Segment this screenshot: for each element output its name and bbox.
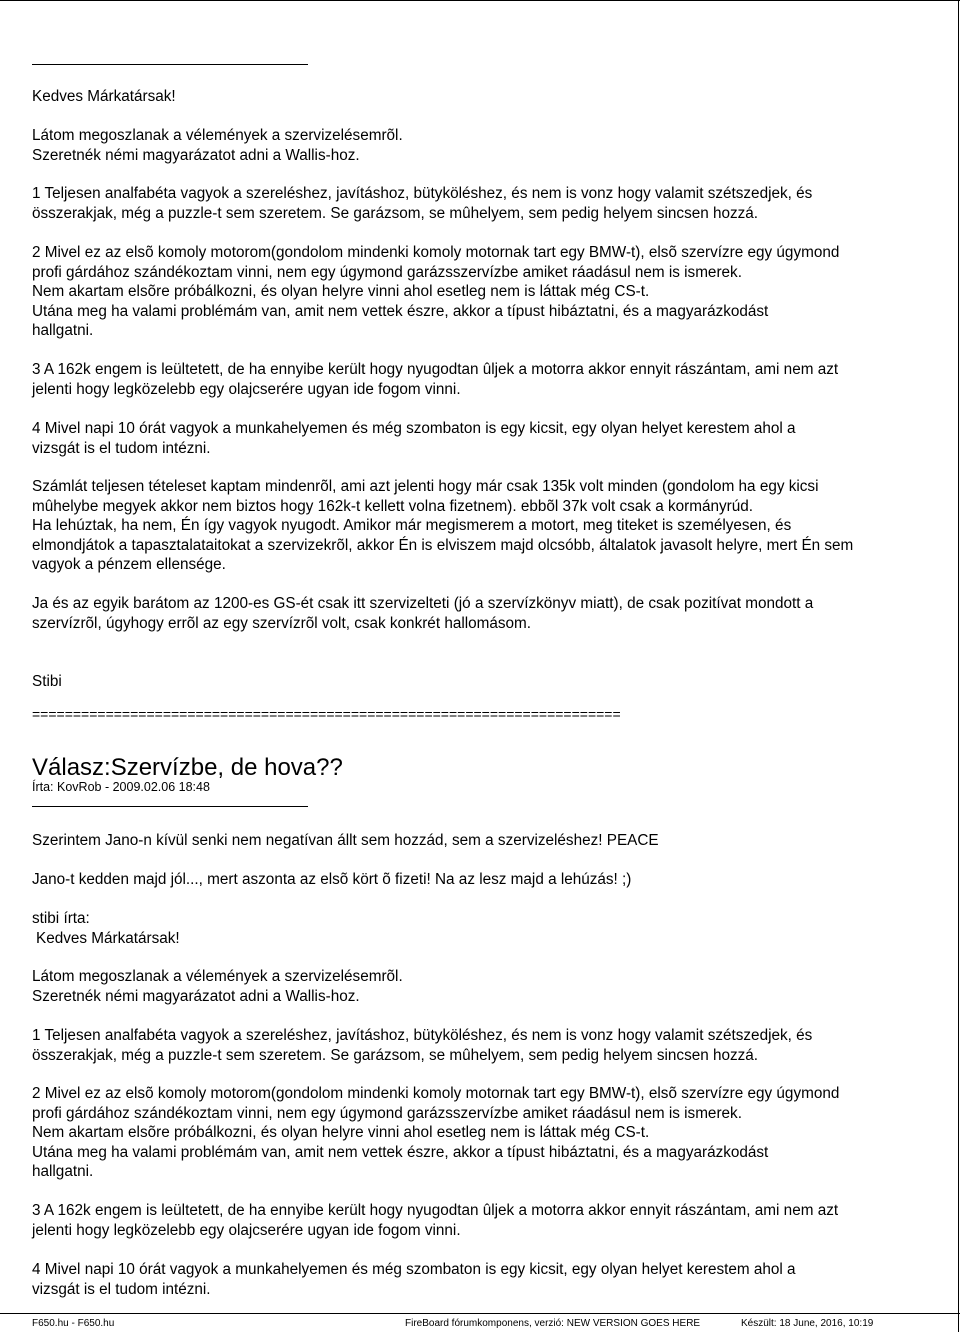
page-border-top: [0, 0, 960, 1]
quote-paragraph-5: 4 Mivel napi 10 órát vagyok a munkahelyemen és még szombaton is egy kicsit, egy olyan helyet kerestem ahol a vizsgát is el tudom intézni.: [32, 1261, 796, 1298]
quote-paragraph-3: 2 Mivel ez az elsõ komoly motorom(gondolom mindenki komoly motornak tart egy BMW-t), elsõ szervízre egy úgymond profi gárdához szándékoztam vinni, nem egy úgymond garázsszervízbe amiket ráadásul nem is ismerek. Nem akartam elsõre próbálkozni, és olyan helyre vinni ahol esetleg nem is láttak még CS-t. Utána meg ha valami problémám van, amit nem vettek észre, akkor a típust hibáztatni, és a magyarázkodást hallgatni.: [32, 1085, 840, 1180]
post1-paragraph-7: Ja és az egyik barátom az 1200-es GS-ét csak itt szervizelteti (jó a szervízkönyv miatt), de csak pozitívat mondott a szervízrõl, úgyhogy errõl az egy szervízrõl volt, csak konkrét hallomásom.: [32, 595, 814, 632]
post1-signature: Stibi: [32, 673, 62, 690]
quote-greeting: Kedves Márkatársak!: [36, 929, 180, 947]
post-divider: [32, 64, 308, 65]
post1-paragraph-2: 1 Teljesen analfabéta vagyok a szereléshez, javításhoz, bütyköléshez, és nem is vonz hogy valamit szétszedjek, és összerakjak, még a puzzle-t sem szeretem. Se garázsom, se mûhelyem, sem pedig helyem sincsen hozzá.: [32, 185, 813, 222]
post1-paragraph-6: Számlát teljesen tételeset kaptam mindenrõl, ami azt jelenti hogy már csak 135k volt minden (gondolom ha egy kicsi mûhelybe megyek akkor nem biztos hogy 162k-t kellett volna fizetnem). ebbõl 37k volt csak a kormányrúd. Ha lehúztak, ha nem, Én így vagyok nyugodt. Amikor már megismerem a motort, meg titeket is személyesen, és elmondjátok a tapasztalataitokat a szervizekrõl, akkor Én is elviszem majd olcsóbb, általatok javasolt helyre, mert Én sem vagyok a pénzem ellensége.: [32, 478, 854, 573]
post1-paragraph-5: 4 Mivel napi 10 órát vagyok a munkahelyemen és még szombaton is egy kicsit, egy olyan helyet kerestem ahol a vizsgát is el tudom intézni.: [32, 420, 796, 457]
post1-paragraph-3: 2 Mivel ez az elsõ komoly motorom(gondolom mindenki komoly motornak tart egy BMW-t), elsõ szervízre egy úgymond profi gárdához szándékoztam vinni, nem egy úgymond garázsszervízbe amiket ráadásul nem is ismerek. Nem akartam elsõre próbálkozni, és olyan helyre vinni ahol esetleg nem is láttak még CS-t. Utána meg ha valami problémám van, amit nem vettek észre, akkor a típust hibáztatni, és a magyarázkodást hallgatni.: [32, 244, 840, 339]
page-border-right: [958, 0, 959, 1332]
quote-header: stibi írta:: [32, 910, 90, 927]
post2-paragraph-1: Szerintem Jano-n kívül senki nem negatívan állt sem hozzád, sem a szervizeléshez! PEACE: [32, 832, 659, 849]
post2-paragraph-2: Jano-t kedden majd jól..., mert aszonta az elsõ kört õ fizeti! Na az lesz majd a lehúzás! ;): [32, 871, 632, 888]
quote-paragraph-2: 1 Teljesen analfabéta vagyok a szereléshez, javításhoz, bütyköléshez, és nem is vonz hogy valamit szétszedjek, és összerakjak, még a puzzle-t sem szeretem. Se garázsom, se mûhelyem, sem pedig helyem sincsen hozzá.: [32, 1027, 813, 1064]
post2-byline: Írta: KovRob - 2009.02.06 18:48: [32, 780, 210, 794]
quote-paragraph-1: Látom megoszlanak a vélemények a szervizelésemrõl. Szeretnék némi magyarázatot adni a Wallis-hoz.: [32, 968, 403, 1005]
footer-divider: [0, 1313, 960, 1314]
quote-block: [32, 909, 932, 948]
footer-site: F650.hu - F650.hu: [32, 1318, 115, 1329]
post1-greeting: Kedves Márkatársak!: [32, 88, 176, 105]
footer-generated: Készült: 18 June, 2016, 10:19: [741, 1318, 874, 1329]
post1-paragraph-1: Látom megoszlanak a vélemények a szervizelésemrõl. Szeretnék némi magyarázatot adni a Wallis-hoz.: [32, 127, 403, 164]
footer-component: FireBoard fórumkomponens, verzió: NEW VERSION GOES HERE: [405, 1318, 701, 1329]
post-divider: [32, 806, 308, 807]
separator-line: ========================================================================: [32, 706, 621, 722]
post2-title: Válasz:Szervízbe, de hova??: [32, 754, 343, 781]
post1-paragraph-4: 3 A 162k engem is leültetett, de ha ennyibe került hogy nyugodtan ûljek a motorra akkor ennyit rászántam, ami nem azt jelenti hogy legközelebb egy olajcserére ugyan ide fogom vinni.: [32, 361, 839, 398]
quote-paragraph-4: 3 A 162k engem is leültetett, de ha ennyibe került hogy nyugodtan ûljek a motorra akkor ennyit rászántam, ami nem azt jelenti hogy legközelebb egy olajcserére ugyan ide fogom vinni.: [32, 1202, 839, 1239]
